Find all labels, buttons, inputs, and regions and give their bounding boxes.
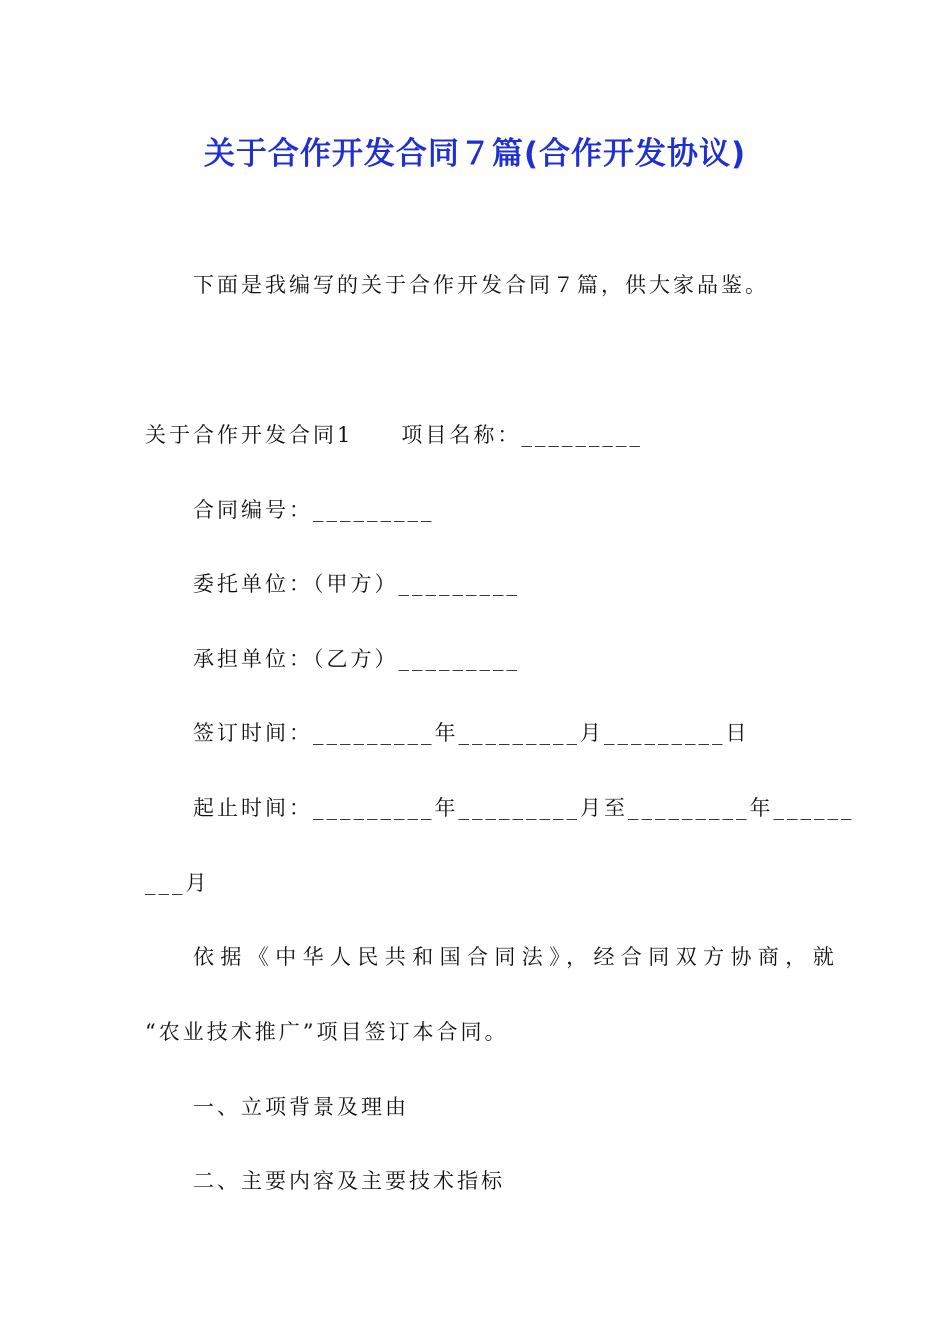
- period-field-continued: ___月: [145, 871, 210, 895]
- entrusting-party-field: 委托单位：（甲方）_________: [193, 572, 520, 596]
- signing-date-field: 签订时间：_________年_________月_________日: [193, 721, 750, 745]
- basis-paragraph: 依据《中华人民共和国合同法》，经合同双方协商，就: [193, 945, 841, 969]
- section-heading-background: 一、立项背景及理由: [193, 1095, 409, 1119]
- contract-heading-project-name: 关于合作开发合同1 项目名称：_________: [145, 423, 643, 447]
- intro-paragraph: 下面是我编写的关于合作开发合同７篇，供大家品鉴。: [193, 273, 769, 297]
- undertaking-party-field: 承担单位：（乙方）_________: [193, 647, 520, 671]
- document-title: 关于合作开发合同７篇(合作开发协议): [203, 136, 747, 172]
- contract-number-field: 合同编号：_________: [193, 498, 435, 522]
- section-heading-content: 二、主要内容及主要技术指标: [193, 1169, 505, 1193]
- period-field: 起止时间：_________年_________月至_________年______: [193, 796, 855, 820]
- basis-paragraph-continued: “农业技术推广”项目签订本合同。: [145, 1020, 509, 1044]
